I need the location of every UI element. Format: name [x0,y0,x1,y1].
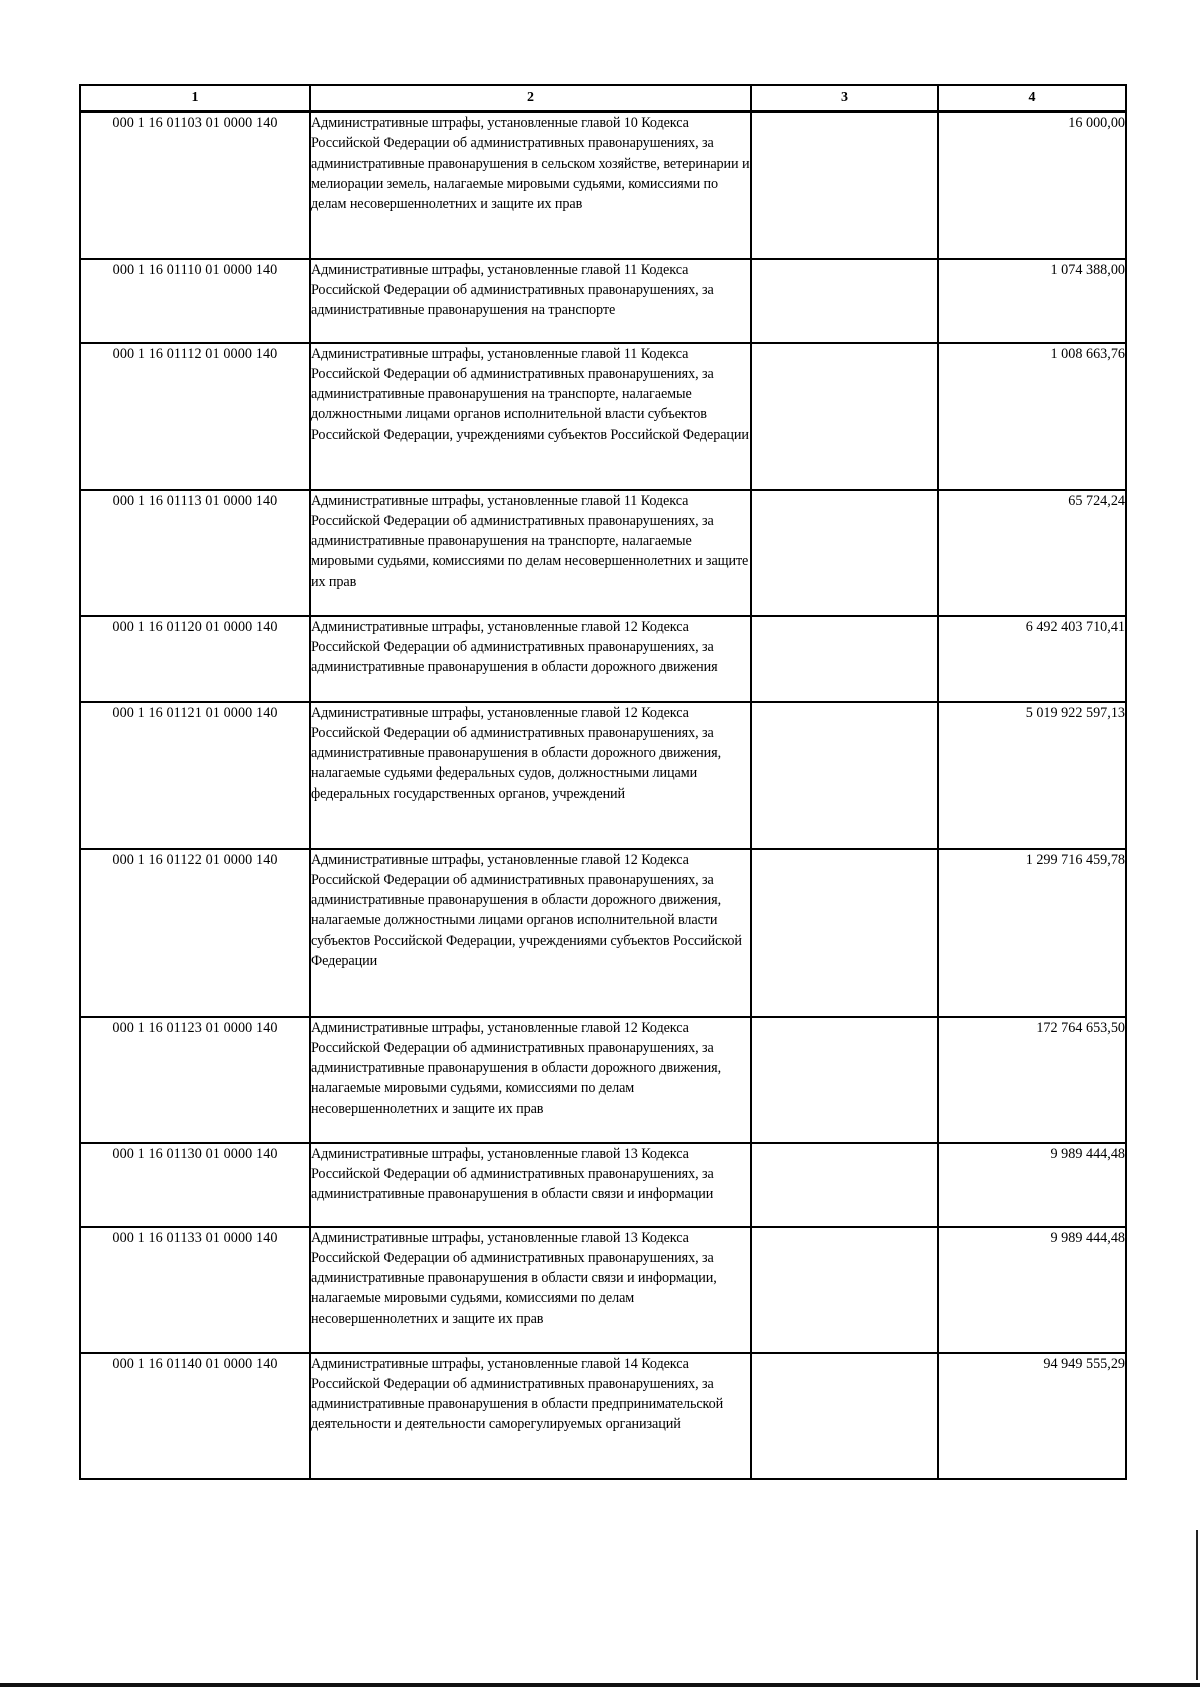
col3-cell [751,1143,938,1227]
table-row [80,1143,1126,1227]
col3-cell [751,343,938,490]
table-row [80,849,1126,1017]
classification-code: 000 1 16 01113 01 0000 140 [80,490,310,616]
revenue-description: Административные штрафы, установленные главой 12 Кодекса Российской Федерации об административных правонарушениях, за административные правонарушения в области дорожного движения, налагаемые должностными лицами органов исполнительной власти субъектов Российской Федерации, учреждениями субъектов Российской Федерации [310,849,751,1017]
table-row [80,343,1126,490]
header-col-4: 4 [938,85,1126,112]
revenue-description: Административные штрафы, установленные главой 10 Кодекса Российской Федерации об административных правонарушениях, за административные правонарушения в сельском хозяйстве, ветеринарии и мелиорации земель, налагаемые мировыми судьями, комиссиями по делам несовершеннолетних и защите их прав [310,112,751,259]
table-row [80,1353,1126,1479]
classification-code: 000 1 16 01103 01 0000 140 [80,112,310,259]
col3-cell [751,1227,938,1353]
amount-value: 1 074 388,00 [938,259,1126,343]
revenue-description: Административные штрафы, установленные главой 14 Кодекса Российской Федерации об административных правонарушениях, за административные правонарушения в области предпринимательской деятельности и деятельности саморегулируемых организаций [310,1353,751,1479]
header-col-1: 1 [80,85,310,112]
amount-value: 16 000,00 [938,112,1126,259]
col3-cell [751,490,938,616]
amount-value: 5 019 922 597,13 [938,702,1126,849]
page-bottom-edge [0,1683,1200,1687]
header-col-2: 2 [310,85,751,112]
revenue-description: Административные штрафы, установленные главой 11 Кодекса Российской Федерации об административных правонарушениях, за административные правонарушения на транспорте, налагаемые мировыми судьями, комиссиями по делам несовершеннолетних и защите их прав [310,490,751,616]
revenue-description: Административные штрафы, установленные главой 13 Кодекса Российской Федерации об административных правонарушениях, за административные правонарушения в области связи и информации, налагаемые мировыми судьями, комиссиями по делам несовершеннолетних и защите их прав [310,1227,751,1353]
revenue-description: Административные штрафы, установленные главой 11 Кодекса Российской Федерации об административных правонарушениях, за административные правонарушения на транспорте [310,259,751,343]
table-row [80,1227,1126,1353]
classification-code: 000 1 16 01121 01 0000 140 [80,702,310,849]
table-row [80,490,1126,616]
table-header [80,85,1126,112]
col3-cell [751,616,938,702]
header-col-3: 3 [751,85,938,112]
col3-cell [751,1017,938,1143]
classification-code: 000 1 16 01112 01 0000 140 [80,343,310,490]
amount-value: 1 008 663,76 [938,343,1126,490]
table-row [80,1017,1126,1143]
col3-cell [751,702,938,849]
revenue-description: Административные штрафы, установленные главой 13 Кодекса Российской Федерации об административных правонарушениях, за административные правонарушения в области связи и информации [310,1143,751,1227]
classification-code: 000 1 16 01120 01 0000 140 [80,616,310,702]
amount-value: 9 989 444,48 [938,1227,1126,1353]
classification-code: 000 1 16 01140 01 0000 140 [80,1353,310,1479]
revenue-description: Административные штрафы, установленные главой 12 Кодекса Российской Федерации об административных правонарушениях, за административные правонарушения в области дорожного движения, налагаемые мировыми судьями, комиссиями по делам несовершеннолетних и защите их прав [310,1017,751,1143]
table-body [80,112,1126,1479]
table-row [80,702,1126,849]
scan-edge-mark [1196,1530,1198,1680]
table-row [80,112,1126,259]
classification-code: 000 1 16 01122 01 0000 140 [80,849,310,1017]
classification-code: 000 1 16 01133 01 0000 140 [80,1227,310,1353]
col3-cell [751,112,938,259]
amount-value: 172 764 653,50 [938,1017,1126,1143]
table-row [80,616,1126,702]
col3-cell [751,1353,938,1479]
revenue-table [79,84,1127,1480]
header-row [80,85,1126,112]
revenue-description: Административные штрафы, установленные главой 12 Кодекса Российской Федерации об административных правонарушениях, за административные правонарушения в области дорожного движения, налагаемые судьями федеральных судов, должностными лицами федеральных государственных органов, учреждений [310,702,751,849]
amount-value: 1 299 716 459,78 [938,849,1126,1017]
amount-value: 6 492 403 710,41 [938,616,1126,702]
classification-code: 000 1 16 01123 01 0000 140 [80,1017,310,1143]
table-row [80,259,1126,343]
revenue-description: Административные штрафы, установленные главой 11 Кодекса Российской Федерации об административных правонарушениях, за административные правонарушения на транспорте, налагаемые должностными лицами органов исполнительной власти субъектов Российской Федерации, учреждениями субъектов Российской Федерации [310,343,751,490]
col3-cell [751,849,938,1017]
classification-code: 000 1 16 01110 01 0000 140 [80,259,310,343]
amount-value: 9 989 444,48 [938,1143,1126,1227]
amount-value: 94 949 555,29 [938,1353,1126,1479]
revenue-description: Административные штрафы, установленные главой 12 Кодекса Российской Федерации об административных правонарушениях, за административные правонарушения в области дорожного движения [310,616,751,702]
classification-code: 000 1 16 01130 01 0000 140 [80,1143,310,1227]
amount-value: 65 724,24 [938,490,1126,616]
col3-cell [751,259,938,343]
